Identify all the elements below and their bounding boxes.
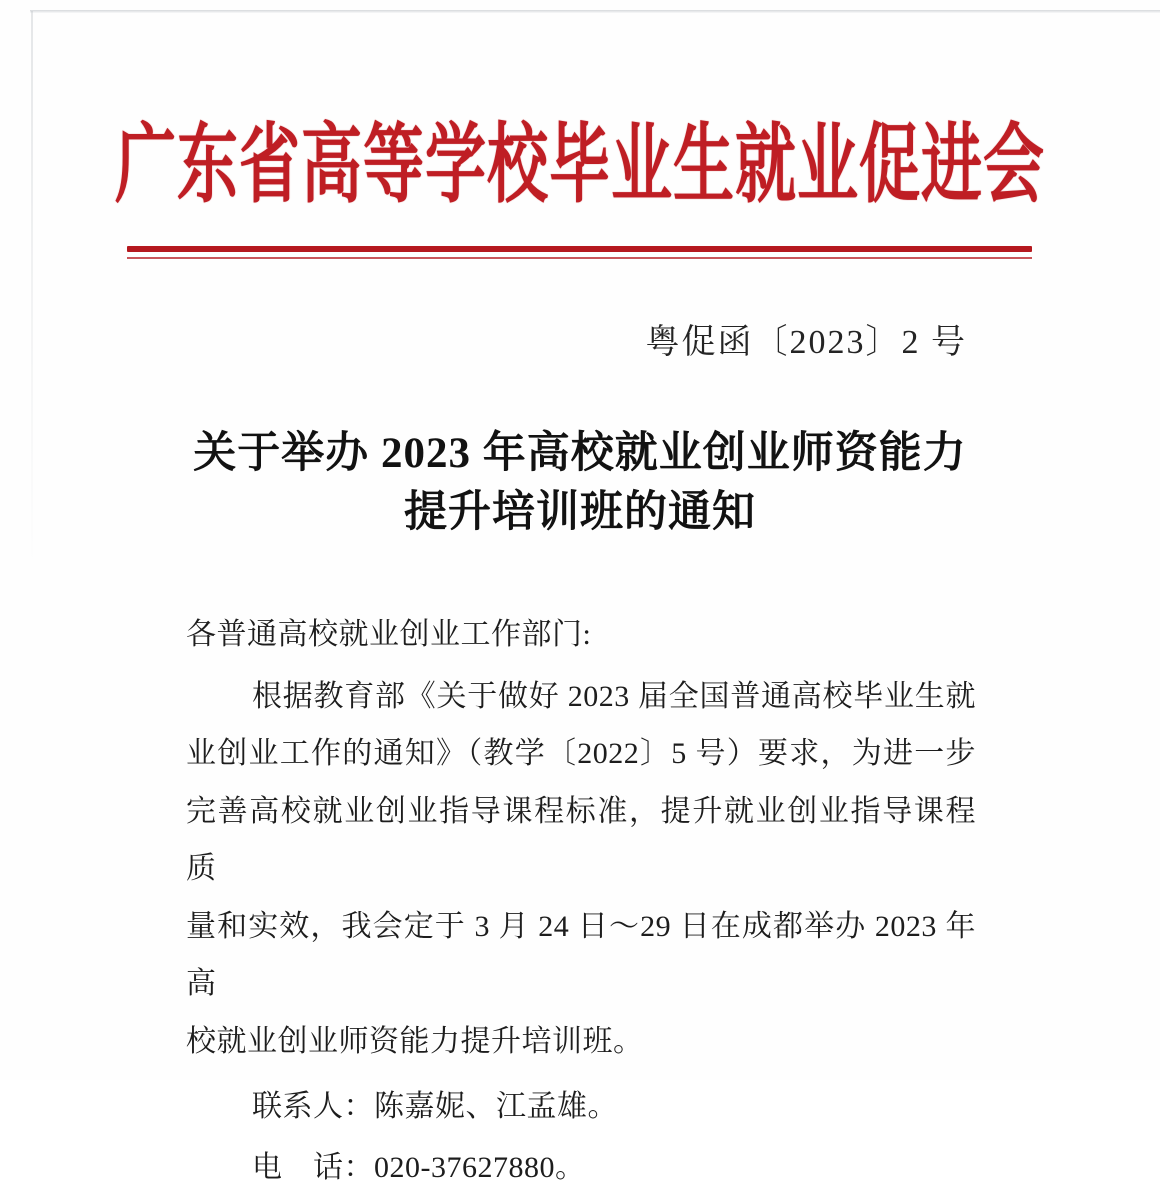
document-title (0, 424, 1160, 542)
paragraph-line-3: 完善高校就业创业指导课程标准，提升就业创业指导课程质 (186, 794, 976, 885)
letterhead-divider-thin-line (127, 257, 1032, 259)
paragraph-line-5: 校就业创业师资能力提升培训班。 (186, 1024, 644, 1058)
contact-person-label: 联系人： (252, 1090, 374, 1123)
paragraph-line-4: 量和实效，我会定于 3 月 24 日～29 日在成都举办 2023 年高 (186, 909, 976, 1000)
letterhead-org-title: 广东省高等学校毕业生就业促进会 (114, 118, 1045, 214)
contact-phone-line (186, 1139, 976, 1197)
contact-phone-value: 020-37627880。 (374, 1151, 586, 1184)
paragraph-line-1: 根据教育部《关于做好 2023 届全国普通高校毕业生就 (252, 679, 976, 713)
letterhead-divider (127, 246, 1032, 259)
salutation-line: 各普通高校就业创业工作部门: (186, 618, 592, 651)
document-title-line1: 关于举办 2023 年高校就业创业师资能力 (193, 430, 967, 477)
contact-phone-label: 电 话： (252, 1151, 374, 1184)
scan-edge-top (30, 10, 1160, 13)
document-title-line2: 提升培训班的通知 (404, 489, 756, 536)
letterhead-divider-thick-line (127, 246, 1032, 252)
paragraph-line-2: 业创业工作的通知》（教学〔2022〕5 号）要求，为进一步 (186, 737, 976, 770)
contact-person-value: 陈嘉妮、江孟雄。 (374, 1090, 618, 1123)
document-body (186, 606, 976, 1197)
contact-person-line (186, 1078, 976, 1136)
document-reference-number: 粤促函〔2023〕2 号 (645, 324, 967, 361)
